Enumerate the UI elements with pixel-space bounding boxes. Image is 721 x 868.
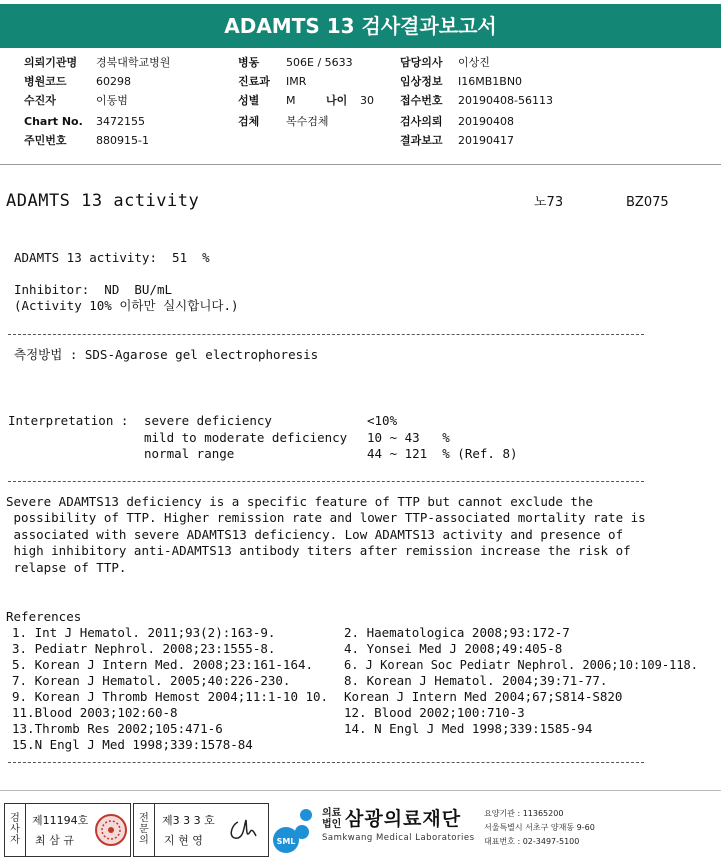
specialist-label-char: 전	[139, 813, 149, 824]
report-mark: 노73	[534, 195, 564, 210]
comment-line: possibility of TTP. Higher remission rate and lower TTP-associated mortality rate is	[6, 510, 646, 525]
specialist-label-char: 문	[139, 824, 149, 835]
examiner-license-no: 제11194호	[32, 814, 89, 827]
info-value: 20190408-56113	[458, 94, 553, 107]
reference-item: 3. Pediatr Nephrol. 2008;23:1555-8.	[12, 641, 276, 656]
info-value: 경북대학교병원	[96, 56, 171, 69]
examiner-seal-icon	[94, 813, 128, 847]
info-label: 병동	[238, 56, 260, 69]
info-value: 30	[360, 94, 374, 107]
reference-item: 7. Korean J Hematol. 2005;40:226-230.	[12, 673, 291, 688]
references-label: References	[6, 609, 82, 624]
info-value: 20190417	[458, 134, 514, 147]
org-type	[322, 808, 341, 830]
info-value: 20190408	[458, 115, 514, 128]
inhibitor-note: (Activity 10% 이하만 실시합니다.)	[14, 298, 239, 313]
org-type-line: 의료	[322, 808, 342, 819]
org-name-en: Samkwang Medical Laboratories	[322, 833, 475, 843]
reference-item: 5. Korean J Intern Med. 2008;23:161-164.	[12, 657, 314, 672]
org-info-line: 요양기관 : 11365200	[484, 809, 564, 818]
report-heading: ADAMTS 13 activity	[6, 191, 200, 211]
reference-item: 9. Korean J Thromb Hemost 2004;11:1-10 10.	[12, 689, 329, 704]
report-title: ADAMTS 13 검사결과보고서	[0, 4, 721, 48]
sml-logo-icon	[272, 806, 318, 858]
interpretation-category: mild to moderate deficiency	[144, 430, 348, 445]
dashed-divider	[8, 334, 644, 335]
comment-line: associated with severe ADAMTS13 deficiency. Low ADAMTS13 activity and presence of	[6, 527, 624, 542]
info-label: 성별	[238, 94, 260, 107]
reference-item: 8. Korean J Hematol. 2004;39:71-77.	[344, 673, 608, 688]
patient-info-header	[0, 52, 721, 164]
reference-item: 12. Blood 2002;100:710-3	[344, 705, 525, 720]
specialist-signature-icon	[224, 814, 264, 846]
info-value: M	[286, 94, 296, 107]
method-line: 측정방법 : SDS-Agarose gel electrophoresis	[14, 347, 319, 362]
comment-line: relapse of TTP.	[6, 560, 127, 575]
specialist-box	[133, 803, 269, 857]
specialist-license-no: 제3 3 3 호	[162, 814, 215, 827]
reference-item: 15.N Engl J Med 1998;339:1578-84	[12, 737, 253, 752]
info-value: 60298	[96, 75, 131, 88]
info-value: 506E / 5633	[286, 56, 353, 69]
specialist-label-char: 의	[139, 835, 149, 846]
reference-item: 4. Yonsei Med J 2008;49:405-8	[344, 641, 563, 656]
info-label: 결과보고	[400, 134, 443, 147]
info-value: 3472155	[96, 115, 145, 128]
examiner-box	[4, 803, 131, 857]
examiner-name: 최 삼 규	[35, 834, 74, 847]
report-code: BZ075	[626, 195, 669, 210]
reference-item: 6. J Korean Soc Pediatr Nephrol. 2006;10:109-118.	[344, 658, 699, 672]
reference-item: Korean J Intern Med 2004;67;S814-S820	[344, 689, 623, 704]
dashed-divider	[8, 762, 644, 763]
interpretation-label: Interpretation :	[8, 413, 129, 428]
info-label: 나이	[326, 94, 348, 107]
info-value: IMR	[286, 75, 307, 88]
comment-line: high inhibitory anti-ADAMTS13 antibody titers after remission increase the risk of	[6, 543, 631, 558]
info-value: 이상진	[458, 56, 490, 69]
footer-divider	[0, 790, 721, 791]
examiner-label-char: 사	[10, 824, 20, 835]
info-label: 임상정보	[400, 75, 443, 88]
reference-item: 11.Blood 2003;102:60-8	[12, 705, 178, 720]
header-divider	[0, 164, 721, 165]
info-value: I16MB1BN0	[458, 75, 523, 88]
org-info-line: 서울특별시 서초구 양재동 9-60	[484, 823, 595, 832]
info-label: 접수번호	[400, 94, 443, 107]
interpretation-range: <10%	[367, 413, 398, 428]
info-label: 검사의뢰	[400, 115, 443, 128]
info-value: 이동범	[96, 94, 128, 107]
info-label: 담당의사	[400, 56, 443, 69]
specialist-label-column	[134, 804, 155, 856]
org-name: 삼광의료재단	[345, 808, 462, 830]
info-label: 병원코드	[24, 75, 67, 88]
org-info-line: 대표번호 : 02-3497-5100	[484, 837, 580, 846]
info-label: 의뢰기관명	[24, 56, 78, 69]
reference-item: 1. Int J Hematol. 2011;93(2):163-9.	[12, 625, 276, 640]
activity-result: ADAMTS 13 activity: 51 %	[14, 250, 210, 265]
footer	[0, 800, 721, 868]
reference-item: 14. N Engl J Med 1998;339:1585-94	[344, 721, 593, 736]
examiner-label-char: 자	[10, 835, 20, 846]
interpretation-category: normal range	[144, 446, 235, 461]
interpretation-range: 10 ~ 43 %	[367, 430, 450, 445]
info-value: 복수검체	[286, 115, 329, 128]
specialist-name: 지 현 영	[164, 834, 203, 847]
sml-logo-text: SML	[276, 837, 296, 846]
info-value: 880915-1	[96, 134, 149, 147]
info-label: 주민번호	[24, 134, 67, 147]
inhibitor-result: Inhibitor: ND BU/mL	[14, 282, 173, 297]
info-label: 수진자	[24, 94, 56, 107]
org-type-line: 법인	[322, 819, 342, 830]
reference-item: 13.Thromb Res 2002;105:471-6	[12, 721, 223, 736]
info-label: 진료과	[238, 75, 270, 88]
examiner-label-char: 검	[10, 813, 20, 824]
info-label: 검체	[238, 115, 260, 128]
dashed-divider	[8, 481, 644, 482]
reference-item: 2. Haematologica 2008;93:172-7	[344, 625, 570, 640]
examiner-label-column	[5, 804, 26, 856]
comment-line: Severe ADAMTS13 deficiency is a specific feature of TTP but cannot exclude the	[6, 494, 593, 509]
interpretation-range: 44 ~ 121 % (Ref. 8)	[367, 446, 518, 461]
org-info	[484, 807, 595, 849]
info-label: Chart No.	[24, 115, 83, 128]
interpretation-category: severe deficiency	[144, 413, 272, 428]
